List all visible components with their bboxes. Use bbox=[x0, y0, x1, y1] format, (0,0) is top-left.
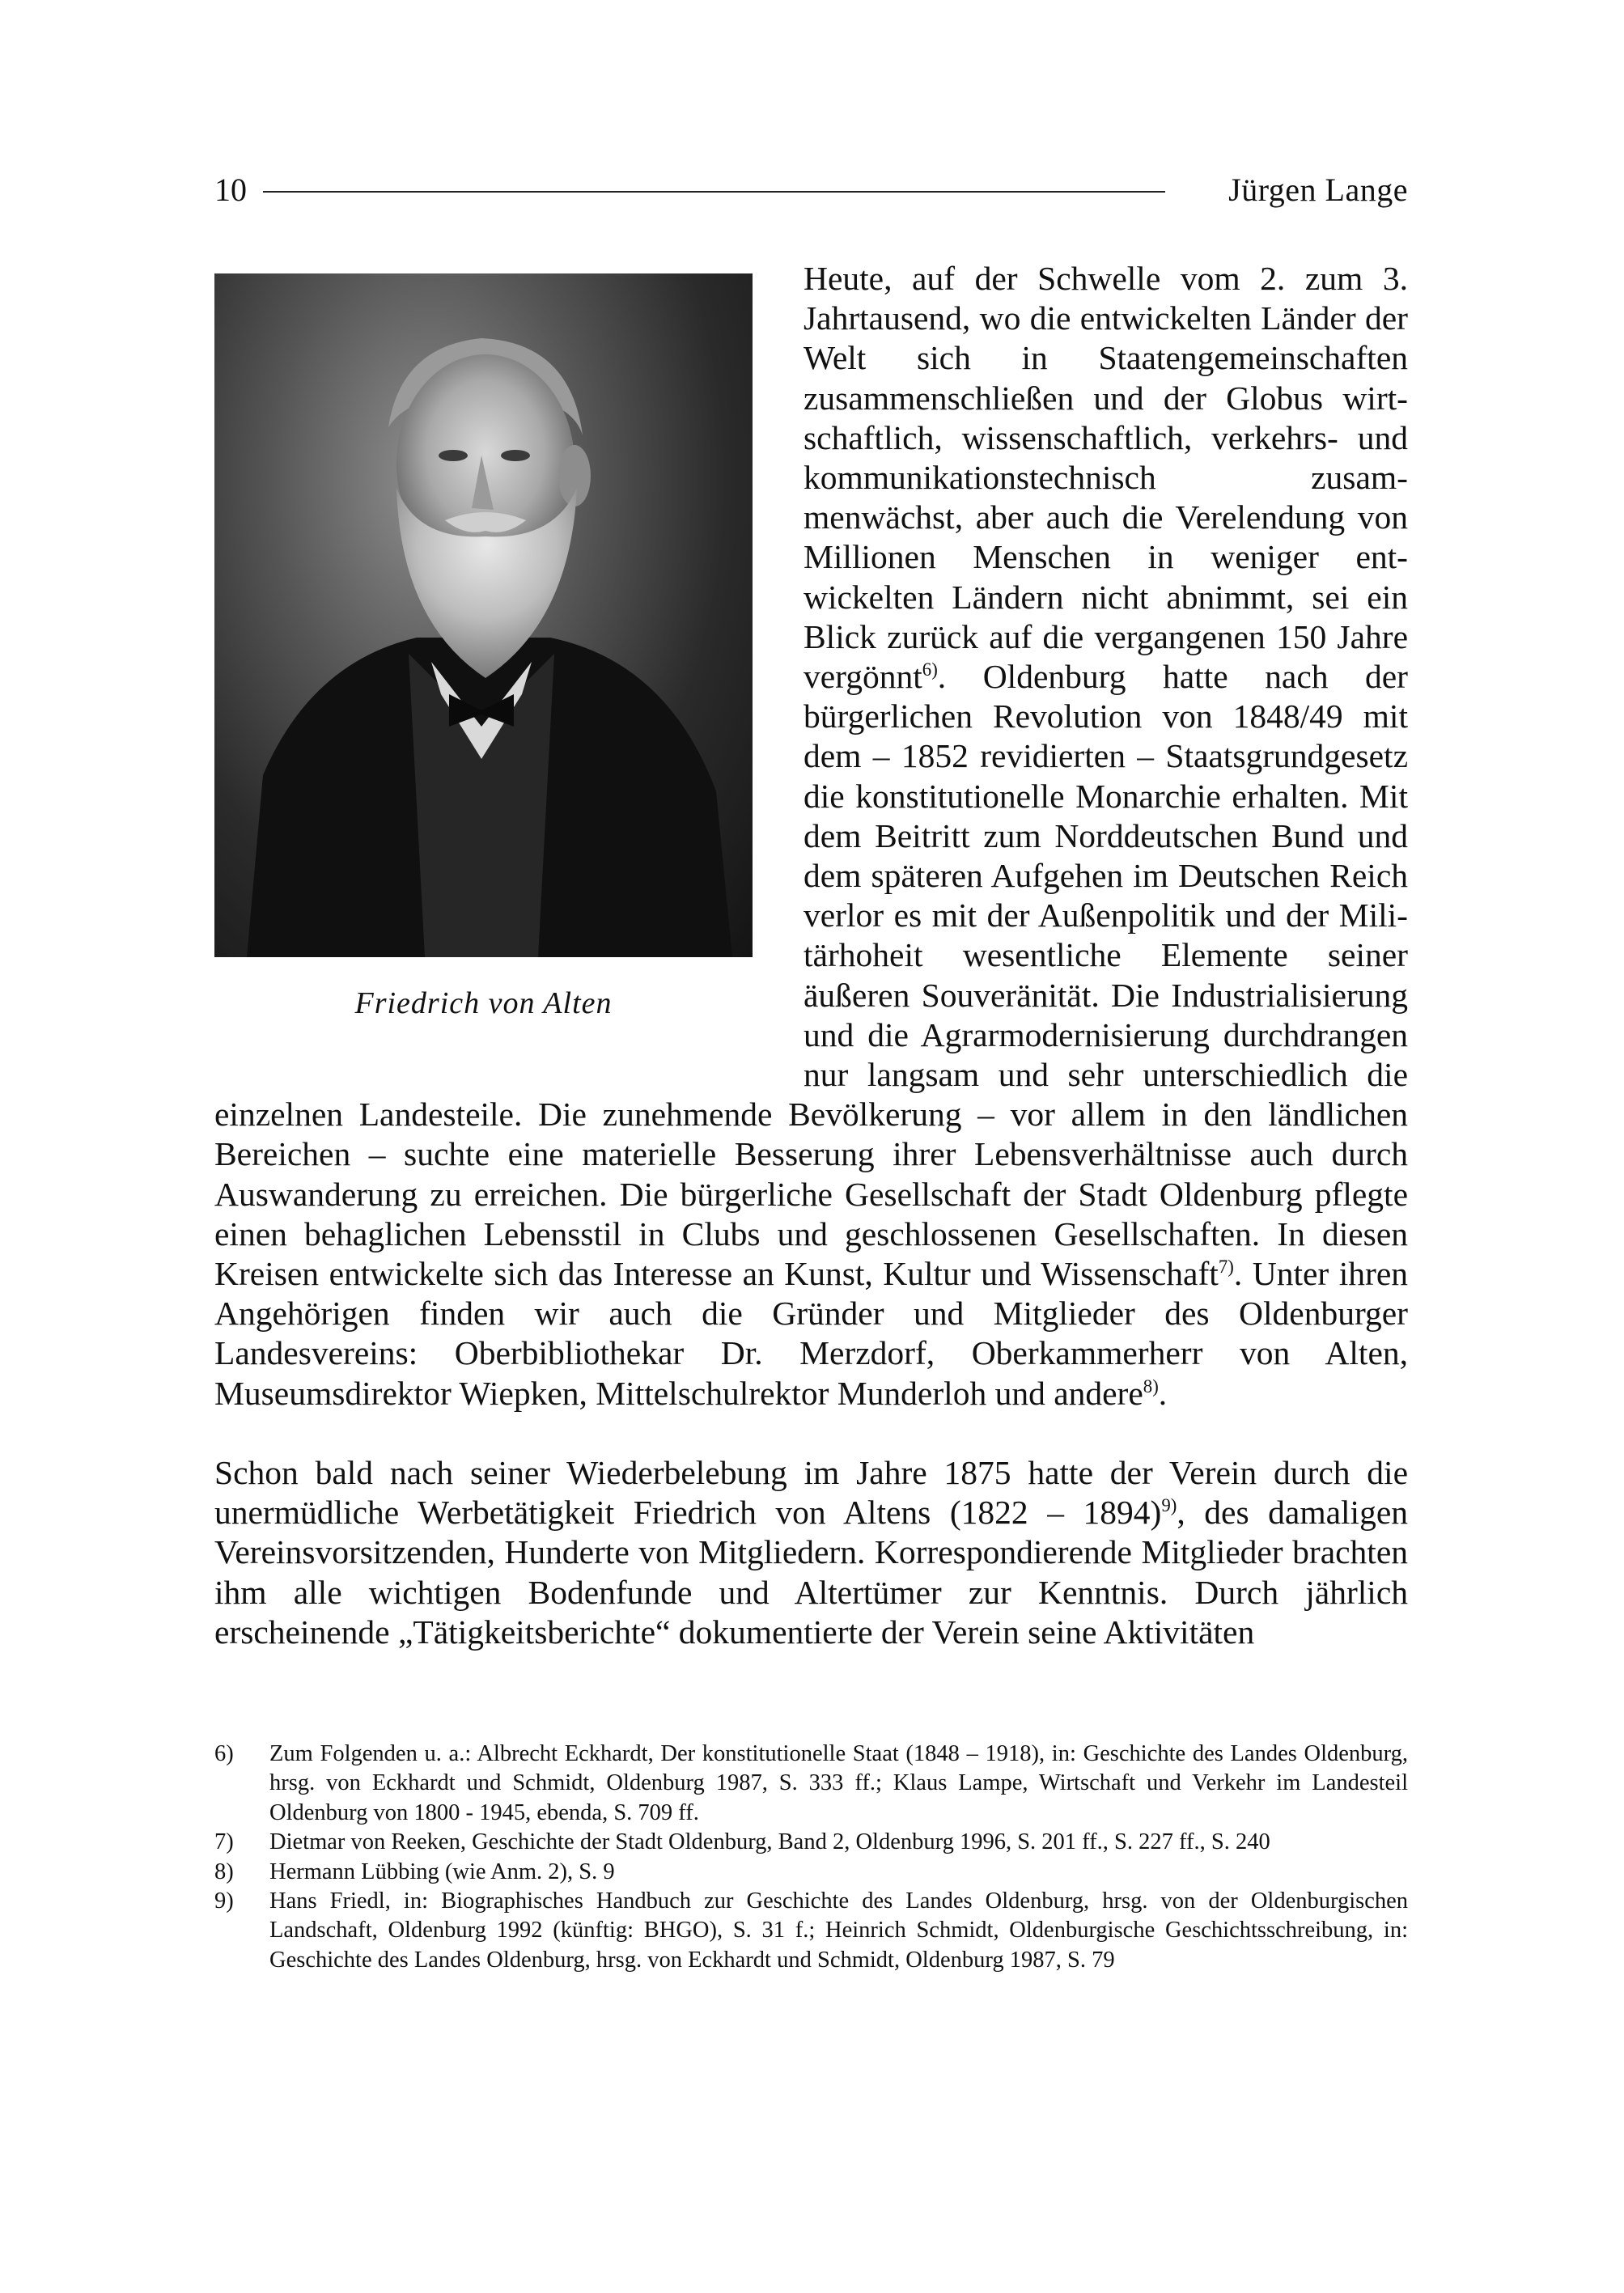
footnote bbox=[214, 1740, 1408, 1828]
footnote-number: 9) bbox=[214, 1888, 234, 1914]
footnote-ref[interactable]: 8) bbox=[1143, 1375, 1159, 1397]
footnote bbox=[214, 1887, 1408, 1975]
footnote-ref[interactable]: 7) bbox=[1218, 1257, 1234, 1278]
running-author: Jürgen Lange bbox=[1228, 172, 1408, 208]
footnote-number: 7) bbox=[214, 1829, 234, 1855]
header-rule bbox=[263, 191, 1165, 193]
footnote-ref[interactable]: 6) bbox=[922, 659, 938, 680]
paragraph: Schon bald nach seiner Wiederbelebung im Jahre 1875 hatte der Verein durch die unermüdliche Werbetätigkeit Friedrich von Altens (1822 – 1894)$^{9)}$, des damaligen Vereinsvorsitzenden, Hunderte von Mitgliedern. Korrespondierende Mitglieder brachten ihm alle wichtigen Bodenfunde und Altertümer zur Kenntnis. Durch jährlich erscheinende „Tätigkeitsberichte“ dokumentierte der Verein seine Aktivitäten bbox=[214, 1453, 1409, 1651]
footnote-text: Zum Folgenden u. a.: Albrecht Eckhardt, Der konstitutionelle Staat (1848 – 1918), in: Geschichte des Landes Oldenburg, hrsg. von Eckhardt und Schmidt, Oldenburg 1987, S. 333 ff.; Klaus Lampe, Wirtschaft und Verkehr im Landesteil Oldenburg von 1800 - 1945, ebenda, S. 709 ff. bbox=[269, 1741, 1408, 1825]
figure-float-space bbox=[214, 259, 804, 1078]
footnote-number: 8) bbox=[214, 1859, 234, 1884]
footnote-ref[interactable]: 9) bbox=[1161, 1495, 1177, 1516]
paragraph: Heute, auf der Schwelle vom 2. zum 3. Jahrtausend, wo die entwickelten Länder der Welt sich in Staatengemeinschaften zusammenschließen und der Globus wirtschaftlich, wissenschaftlich, verkehrs- und kommunikationstechnisch zusammenwächst, aber auch die Verelendung von Millionen Menschen in weniger entwickelten Ländern nicht abnimmt, sei ein Blick zurück auf die vergangenen 150 Jahre vergönnt$^{6)}$. Oldenburg hatte nach der bürgerlichen Revolution von 1848/49 mit dem – 1852 revidierten – Staatsgrundgesetz die konstitutionelle Monarchie erhalten. Mit dem Beitritt zum Norddeutschen Bund und dem späteren Aufgehen im Deutschen Reich verlor es mit der Außenpolitik und der Militärhoheit wesentliche Elemente seiner äußeren Souveränität. Die Industrialisierung und die Agrarmodernisierung durchdrangen nur langsam und sehr unterschiedlich die einzelnen Landesteile. Die zunehmende Bevölkerung – vor allem in den ländlichen Bereichen – suchte eine materielle Besserung ihrer Lebensverhältnisse auch durch Auswanderung zu erreichen. Die bürgerliche Gesellschaft der Stadt Oldenburg pflegte einen behaglichen Lebensstil in Clubs und geschlossenen Gesellschaften. In diesen Kreisen entwickelte sich das Interesse an Kunst, Kultur und Wissenschaft$^{7)}$. Unter ihren Angehörigen finden wir auch die Gründer und Mitglieder des Oldenburger Landesvereins: Oberbibliothekar Dr. Merzdorf, Oberkammerherr von Alten, Museumsdirektor Wiepken, Mittelschulrektor Munderloh und andere$^{8)}$. bbox=[214, 260, 1409, 1412]
footnote-text: Dietmar von Reeken, Geschichte der Stadt Oldenburg, Band 2, Oldenburg 1996, S. 201 ff., S. 227 ff., S. 240 bbox=[269, 1829, 1270, 1855]
footnote-number: 6) bbox=[214, 1741, 234, 1766]
page-number: 10 bbox=[214, 172, 247, 208]
footnote bbox=[214, 1858, 1408, 1887]
footnote-text: Hans Friedl, in: Biographisches Handbuch zur Geschichte des Landes Oldenburg, hrsg. von der Oldenburgischen Landschaft, Oldenburg 1992 (künftig: BHGO), S. 31 f.; Heinrich Schmidt, Oldenburgische Geschichtsschreibung, in: Geschichte des Landes Oldenburg, hrsg. von Eckhardt und Schmidt, Oldenburg 1987, S. 79 bbox=[269, 1888, 1408, 1973]
footnote-text: Hermann Lübbing (wie Anm. 2), S. 9 bbox=[269, 1859, 615, 1884]
article-body bbox=[214, 259, 1408, 1652]
footnote bbox=[214, 1828, 1408, 1857]
running-header bbox=[214, 166, 1408, 214]
figure-caption: Friedrich von Alten bbox=[354, 986, 613, 1020]
footnotes bbox=[214, 1740, 1408, 1975]
